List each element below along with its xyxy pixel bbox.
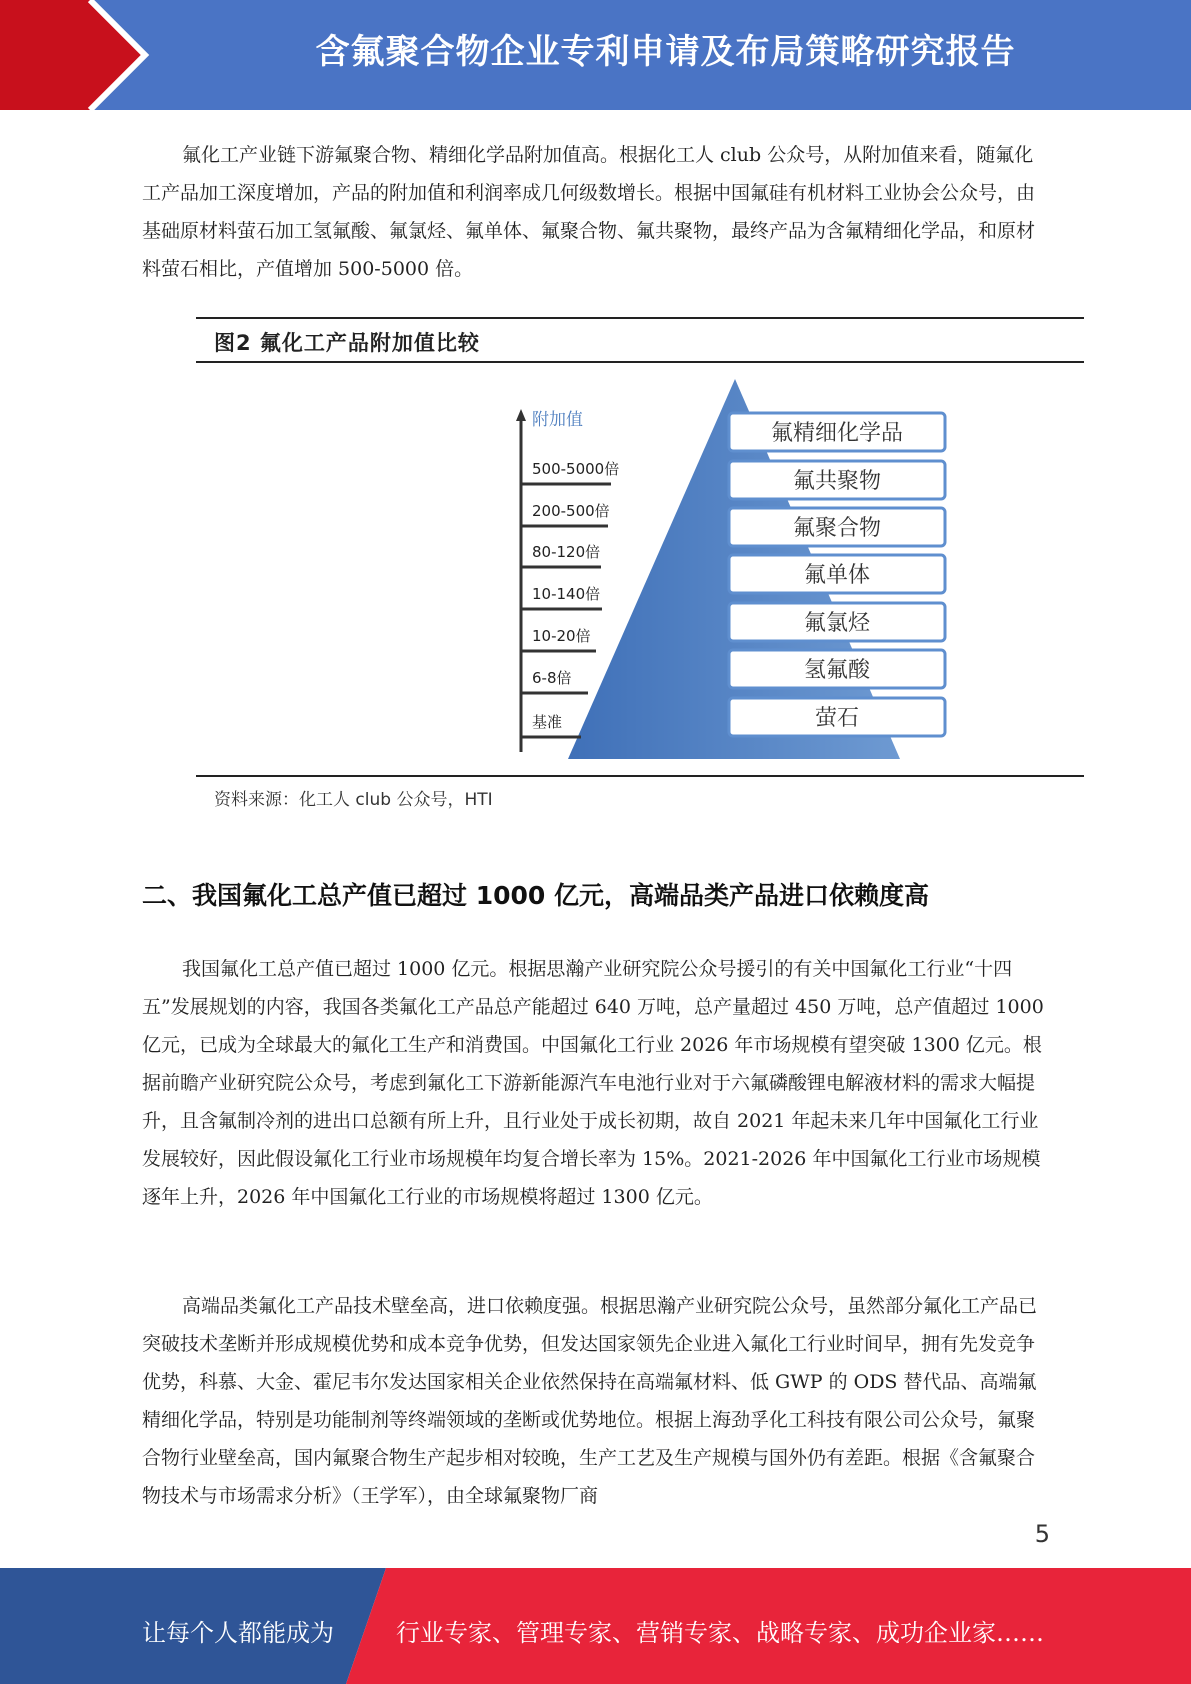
figure-bottom-rule: [196, 775, 1084, 777]
level-label: 10-140倍: [532, 585, 601, 603]
product-label: 氟单体: [803, 563, 871, 588]
figure-source: 资料来源：化工人 club 公众号，HTI: [214, 790, 493, 810]
level-label: 6-8倍: [532, 669, 572, 687]
product-label: 氟聚合物: [792, 516, 882, 541]
paragraph-market-size: 我国氟化工总产值已超过 1000 亿元。根据思瀚产业研究院公众号援引的有关中国氟化工行业“十四五”发展规划的内容，我国各类氟化工产品总产能超过 640 万吨，总产量超过 450 万吨，总产值超过 1000 亿元，已成为全球最大的氟化工生产和消费国。中国氟化工行业 2026 年市场规模有望突破 1300 亿元。根据前瞻产业研究院公众号，考虑到氟化工下游新能源汽车电池行业对于六氟磷酸锂电解液材料的需求大幅提升，且含氟制冷剂的进出口总额有所上升，且行业处于成长初期，故自 2021 年起未来几年中国氟化工行业发展较好，因此假设氟化工行业市场规模年均复合增长率为 15%。2021-2026 年中国氟化工行业市场规模逐年上升，2026 年中国氟化工行业的市场规模将超过 1300 亿元。: [142, 958, 1044, 1208]
page-number: 5: [1034, 1520, 1050, 1548]
header-title: 含氟聚合物企业专利申请及布局策略研究报告: [315, 32, 1016, 72]
footer-slogan-right: 行业专家、管理专家、营销专家、战略专家、成功企业家……: [396, 1619, 1044, 1647]
paragraph-import-dependency: 高端品类氟化工产品技术壁垒高，进口依赖度强。根据思瀚产业研究院公众号，虽然部分氟化工产品已突破技术垄断并形成规模优势和成本竞争优势，但发达国家领先企业进入氟化工行业时间早，拥有先发竞争优势，科慕、大金、霍尼韦尔发达国家相关企业依然保持在高端氟材料、低 GWP 的 ODS 替代品、高端氟精细化学品，特别是功能制剂等终端领域的垄断或优势地位。根据上海劲孚化工科技有限公司公众号，氟聚合物行业壁垒高，国内氟聚合物生产起步相对较晚，生产工艺及生产规模与国外仍有差距。根据《含氟聚合物技术与市场需求分析》（王学军），由全球氟聚物厂商: [142, 1295, 1038, 1507]
product-label: 萤石: [814, 706, 860, 731]
level-label: 10-20倍: [532, 627, 591, 645]
product-label: 氢氟酸: [803, 658, 871, 683]
figure-value-added: [196, 317, 1084, 817]
page-header: [0, 0, 1191, 110]
page-footer: [0, 1568, 1191, 1684]
axis-label: 附加值: [532, 410, 583, 430]
figure-title: 图2 氟化工产品附加值比较: [214, 331, 480, 355]
product-label: 氟精细化学品: [770, 421, 904, 446]
products-group: [729, 413, 945, 736]
intro-paragraph: 氟化工产业链下游氟聚合物、精细化学品附加值高。根据化工人 club 公众号，从附加值来看，随氟化工产品加工深度增加，产品的附加值和利润率成几何级数增长。根据中国氟硅有机材料工业协会公众号，由基础原材料萤石加工氢氟酸、氟氯烃、氟单体、氟聚合物、氟共聚物，最终产品为含氟精细化学品，和原材料萤石相比，产值增加 500-5000 倍。: [142, 144, 1036, 280]
level-label: 500-5000倍: [532, 460, 620, 478]
section-heading: 二、我国氟化工总产值已超过 1000 亿元，高端品类产品进口依赖度高: [142, 881, 929, 910]
level-label: 200-500倍: [532, 502, 610, 520]
product-label: 氟氯烃: [803, 611, 871, 636]
level-label: 80-120倍: [532, 543, 601, 561]
level-label: 基准: [532, 713, 563, 731]
pyramid-diagram: [196, 317, 1084, 817]
footer-slogan-left: 让每个人都能成为: [142, 1619, 334, 1647]
product-label: 氟共聚物: [792, 469, 882, 494]
axis-arrow: [516, 409, 526, 421]
